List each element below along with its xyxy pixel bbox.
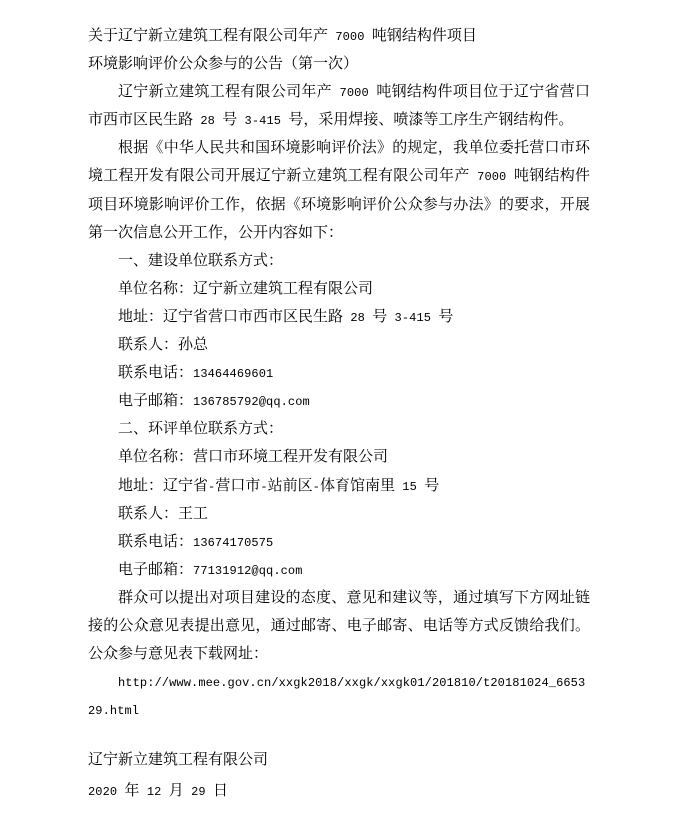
construction-unit-email-line: 电子邮箱：136785792@qq.com	[118, 393, 310, 411]
construction-unit-contact-line: 联系人：孙总	[118, 337, 209, 355]
document-title-line-2: 环境影响评价公众参与的公告（第一次）	[88, 56, 359, 74]
construction-unit-name-line: 单位名称：辽宁新立建筑工程有限公司	[118, 280, 374, 298]
eia-unit-name-line: 单位名称：营口市环境工程开发有限公司	[118, 449, 389, 467]
construction-unit-address-line: 地址：辽宁省营口市西市区民生路 28 号 3-415 号	[118, 308, 454, 326]
project-intro-paragraph: 辽宁新立建筑工程有限公司年产 7000 吨钢结构件项目位于辽宁省营口市西市区民生路 28 号 3-415 号，采用焊接、喷漆等工序生产钢结构件。	[88, 84, 590, 130]
construction-unit-section-heading: 一、建设单位联系方式：	[118, 252, 284, 270]
document-title-line-1: 关于辽宁新立建筑工程有限公司年产 7000 吨钢结构件项目	[88, 28, 477, 45]
signature-date: 2020 年 12 月 29 日	[88, 783, 228, 801]
eia-unit-phone-line: 联系电话：13674170575	[118, 533, 274, 551]
eia-unit-section-heading: 二、环评单位联系方式：	[118, 421, 284, 439]
eia-unit-contact-line: 联系人：王工	[118, 505, 209, 523]
eia-basis-paragraph: 根据《中华人民共和国环境影响评价法》的规定，我单位委托营口市环境工程开发有限公司开展辽宁新立建筑工程有限公司年产 7000 吨钢结构件项目环境影响评价工作，依据《环境影响评价公众参与办法》的要求，开展第一次信息公开工作，公开内容如下：	[88, 140, 590, 242]
opinion-form-download-url: http://www.mee.gov.cn/xxgk2018/xxgk/xxgk01/201810/t20181024_665329.html	[88, 676, 586, 719]
public-feedback-paragraph: 群众可以提出对项目建设的态度、意见和建议等，通过填写下方网址链接的公众意见表提出意见，通过邮寄、电子邮寄、电话等方式反馈给我们。公众参与意见表下载网址：	[88, 589, 590, 664]
eia-unit-address-line: 地址：辽宁省-营口市-站前区-体育馆南里 15 号	[118, 477, 440, 495]
construction-unit-phone-line: 联系电话：13464469601	[118, 365, 274, 383]
signature-company: 辽宁新立建筑工程有限公司	[88, 752, 269, 770]
eia-unit-email-line: 电子邮箱：77131912@qq.com	[118, 561, 303, 579]
